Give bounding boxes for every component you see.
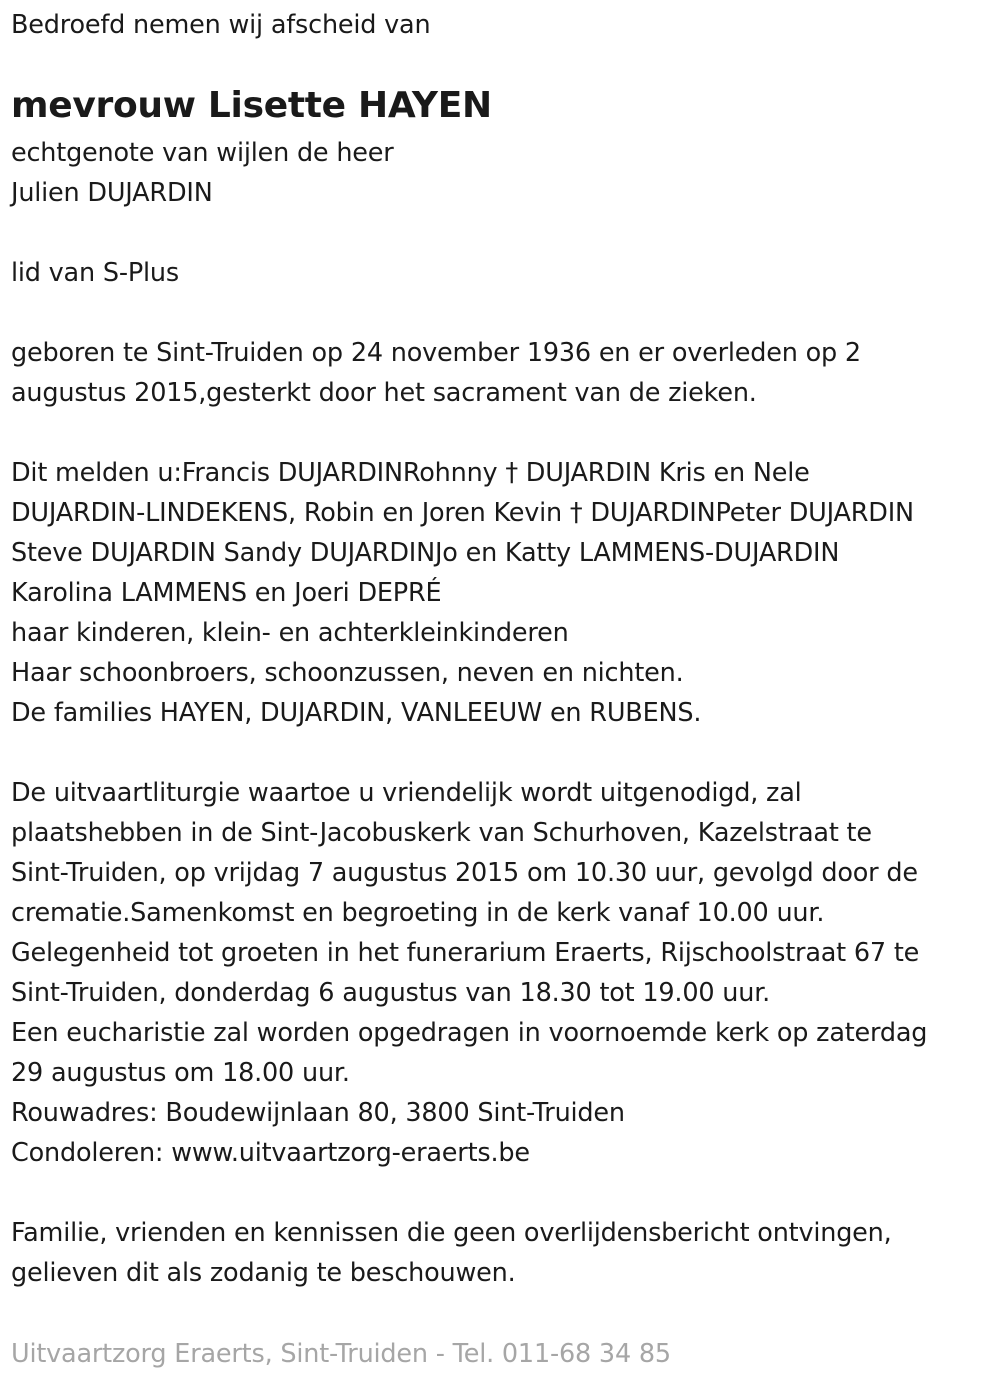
funeral-line: Sint-Truiden, op vrijdag 7 augustus 2015 om 10.30 uur, gevolgd door de (11, 858, 918, 888)
family-line: Dit melden u:Francis DUJARDINRohnny † DUJARDIN Kris en Nele (11, 458, 810, 488)
funeral-line: 29 augustus om 18.00 uur. (11, 1058, 350, 1088)
family-line: Karolina LAMMENS en Joeri DEPRÉ (11, 578, 442, 608)
birth-death-block (11, 333, 861, 413)
spouse-block (11, 133, 394, 213)
funeral-line: crematie.Samenkomst en begroeting in de kerk vanaf 10.00 uur. (11, 898, 825, 928)
funeral-line: plaatshebben in de Sint-Jacobuskerk van Schurhoven, Kazelstraat te (11, 818, 872, 848)
closing-block (11, 1213, 892, 1293)
family-line: Haar schoonbroers, schoonzussen, neven en nichten. (11, 658, 684, 688)
family-line: haar kinderen, klein- en achterkleinkinderen (11, 618, 569, 648)
funeral-line: Sint-Truiden, donderdag 6 augustus van 18.30 tot 19.00 uur. (11, 978, 771, 1008)
membership-line: lid van S-Plus (11, 258, 179, 288)
spouse-line: Julien DUJARDIN (11, 178, 213, 208)
funeral-line: Rouwadres: Boudewijnlaan 80, 3800 Sint-Truiden (11, 1098, 625, 1128)
spouse-line: echtgenote van wijlen de heer (11, 138, 394, 168)
deceased-name: mevrouw Lisette HAYEN (11, 85, 492, 126)
family-line: DUJARDIN-LINDEKENS, Robin en Joren Kevin † DUJARDINPeter DUJARDIN (11, 498, 914, 528)
funeral-line: Condoleren: www.uitvaartzorg-eraerts.be (11, 1138, 530, 1168)
closing-line: gelieven dit als zodanig te beschouwen. (11, 1258, 516, 1288)
family-line: Steve DUJARDIN Sandy DUJARDINJo en Katty LAMMENS-DUJARDIN (11, 538, 840, 568)
closing-line: Familie, vrienden en kennissen die geen overlijdensbericht ontvingen, (11, 1218, 892, 1248)
membership-block (11, 253, 179, 293)
funeral-home-footer: Uitvaartzorg Eraerts, Sint-Truiden - Tel. 011-68 34 85 (11, 1339, 671, 1369)
funeral-line: Gelegenheid tot groeten in het funerarium Eraerts, Rijschoolstraat 67 te (11, 938, 920, 968)
funeral-line: De uitvaartliturgie waartoe u vriendelijk wordt uitgenodigd, zal (11, 778, 802, 808)
birth-death-line: augustus 2015,gesterkt door het sacrament van de zieken. (11, 378, 757, 408)
family-block (11, 453, 914, 733)
funeral-line: Een eucharistie zal worden opgedragen in voornoemde kerk op zaterdag (11, 1018, 928, 1048)
funeral-block (11, 773, 927, 1173)
family-line: De families HAYEN, DUJARDIN, VANLEEUW en RUBENS. (11, 698, 702, 728)
intro-text: Bedroefd nemen wij afscheid van (11, 10, 431, 40)
birth-death-line: geboren te Sint-Truiden op 24 november 1936 en er overleden op 2 (11, 338, 861, 368)
